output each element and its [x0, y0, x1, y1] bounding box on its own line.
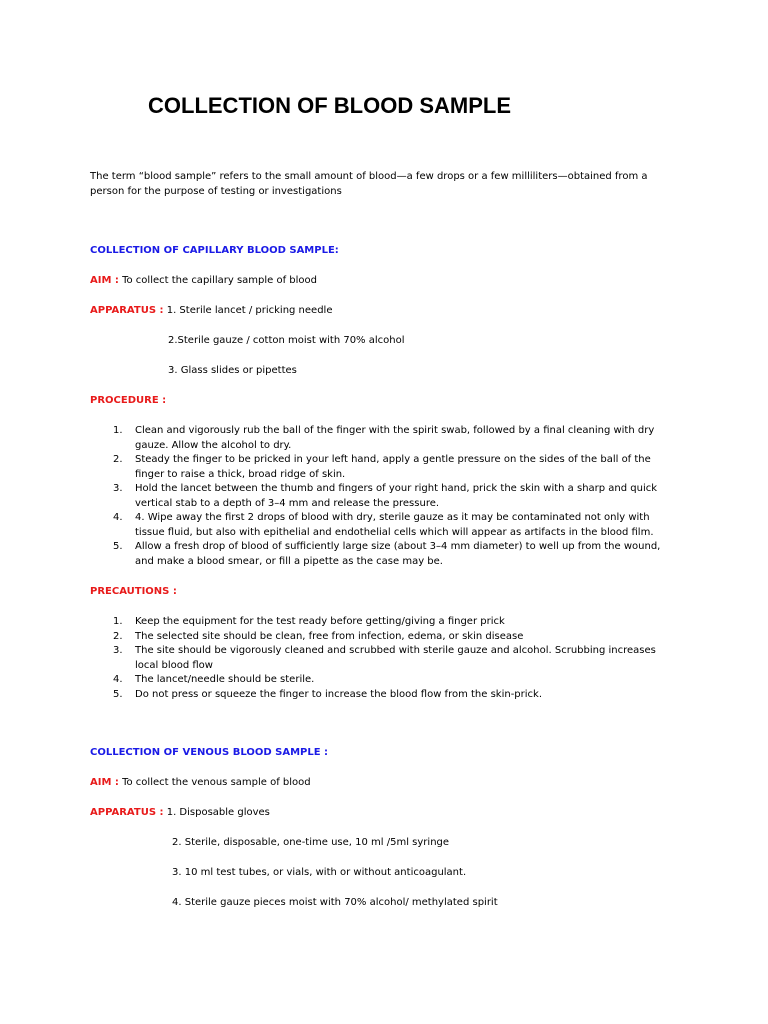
capillary-aim [90, 274, 317, 289]
item-number: 1. [113, 616, 123, 627]
capillary-apparatus [90, 304, 332, 319]
precautions-label: PRECAUTIONS : [90, 586, 177, 597]
venous-aim [90, 776, 311, 791]
procedure-step [90, 540, 675, 569]
page-title: COLLECTION OF BLOOD SAMPLE [148, 93, 511, 118]
aim-text: To collect the venous sample of blood [122, 777, 311, 788]
procedure-list [90, 424, 675, 569]
apparatus-item: 2. Sterile, disposable, one-time use, 10 ml /5ml syringe [172, 837, 450, 848]
item-number: 4. [113, 674, 123, 685]
precaution-item [90, 630, 675, 645]
venous-apparatus [90, 806, 270, 821]
venous-section-heading: COLLECTION OF VENOUS BLOOD SAMPLE : [90, 747, 329, 758]
procedure-step [90, 482, 675, 511]
precaution-item [90, 673, 675, 688]
step-number: 1. [113, 425, 123, 436]
precaution-item [90, 615, 675, 630]
item-number: 2. [113, 630, 123, 642]
item-text: The selected site should be clean, free from infection, edema, or skin disease [135, 630, 524, 642]
item-text: The lancet/needle should be sterile. [135, 674, 315, 685]
procedure-step [90, 453, 675, 482]
step-number: 4. [113, 512, 123, 523]
apparatus-item: 4. Sterile gauze pieces moist with 70% alcohol/ methylated spirit [172, 897, 498, 908]
item-text: Keep the equipment for the test ready before getting/giving a finger prick [135, 616, 505, 627]
aim-text: To collect the capillary sample of blood [122, 275, 318, 286]
capillary-section-heading: COLLECTION OF CAPILLARY BLOOD SAMPLE: [90, 245, 339, 256]
step-number: 5. [113, 541, 123, 552]
aim-label: AIM : [90, 275, 119, 286]
step-number: 3. [113, 483, 123, 494]
apparatus-item: 1. Sterile lancet / pricking needle [166, 305, 333, 316]
apparatus-label: APPARATUS : [90, 305, 164, 316]
precaution-item [90, 688, 675, 703]
apparatus-item: 3. Glass slides or pipettes [168, 365, 297, 376]
step-text: Hold the lancet between the thumb and fingers of your right hand, prick the skin with a sharp and quick vertical stab to a depth of 3–4 mm and release the pressure. [135, 483, 658, 509]
item-text: Do not press or squeeze the finger to increase the blood flow from the skin-prick. [135, 688, 543, 700]
item-number: 3. [113, 645, 123, 656]
apparatus-label: APPARATUS : [90, 807, 164, 818]
procedure-step [90, 511, 675, 540]
step-text: 4. Wipe away the first 2 drops of blood with dry, sterile gauze as it may be contaminated not only with tissue fluid, but also with epithelial and endothelial cells which will appear as artifacts in the blood film. [135, 512, 654, 538]
aim-label: AIM : [90, 777, 119, 788]
apparatus-item: 2.Sterile gauze / cotton moist with 70% alcohol [168, 335, 405, 346]
intro-paragraph: The term “blood sample” refers to the small amount of blood—a few drops or a few milliliters—obtained from a person for the purpose of testing or investigations [90, 171, 648, 197]
precaution-item [90, 644, 675, 673]
step-text: Steady the finger to be pricked in your left hand, apply a gentle pressure on the sides of the ball of the finger to raise a thick, broad ridge of skin. [135, 454, 651, 480]
step-number: 2. [113, 454, 123, 465]
apparatus-item: 1. Disposable gloves [166, 807, 270, 818]
item-text: The site should be vigorously cleaned and scrubbed with sterile gauze and alcohol. Scrubbing increases local blood flow [135, 645, 656, 671]
item-number: 5. [113, 688, 123, 700]
procedure-label: PROCEDURE : [90, 395, 167, 406]
procedure-step [90, 424, 675, 453]
apparatus-item: 3. 10 ml test tubes, or vials, with or without anticoagulant. [172, 867, 467, 878]
step-text: Clean and vigorously rub the ball of the finger with the spirit swab, followed by a final cleaning with dry gauze. Allow the alcohol to dry. [135, 425, 655, 451]
step-text: Allow a fresh drop of blood of sufficiently large size (about 3–4 mm diameter) to well up from the wound, and make a blood smear, or fill a pipette as the case may be. [135, 541, 661, 567]
precautions-list [90, 615, 675, 702]
